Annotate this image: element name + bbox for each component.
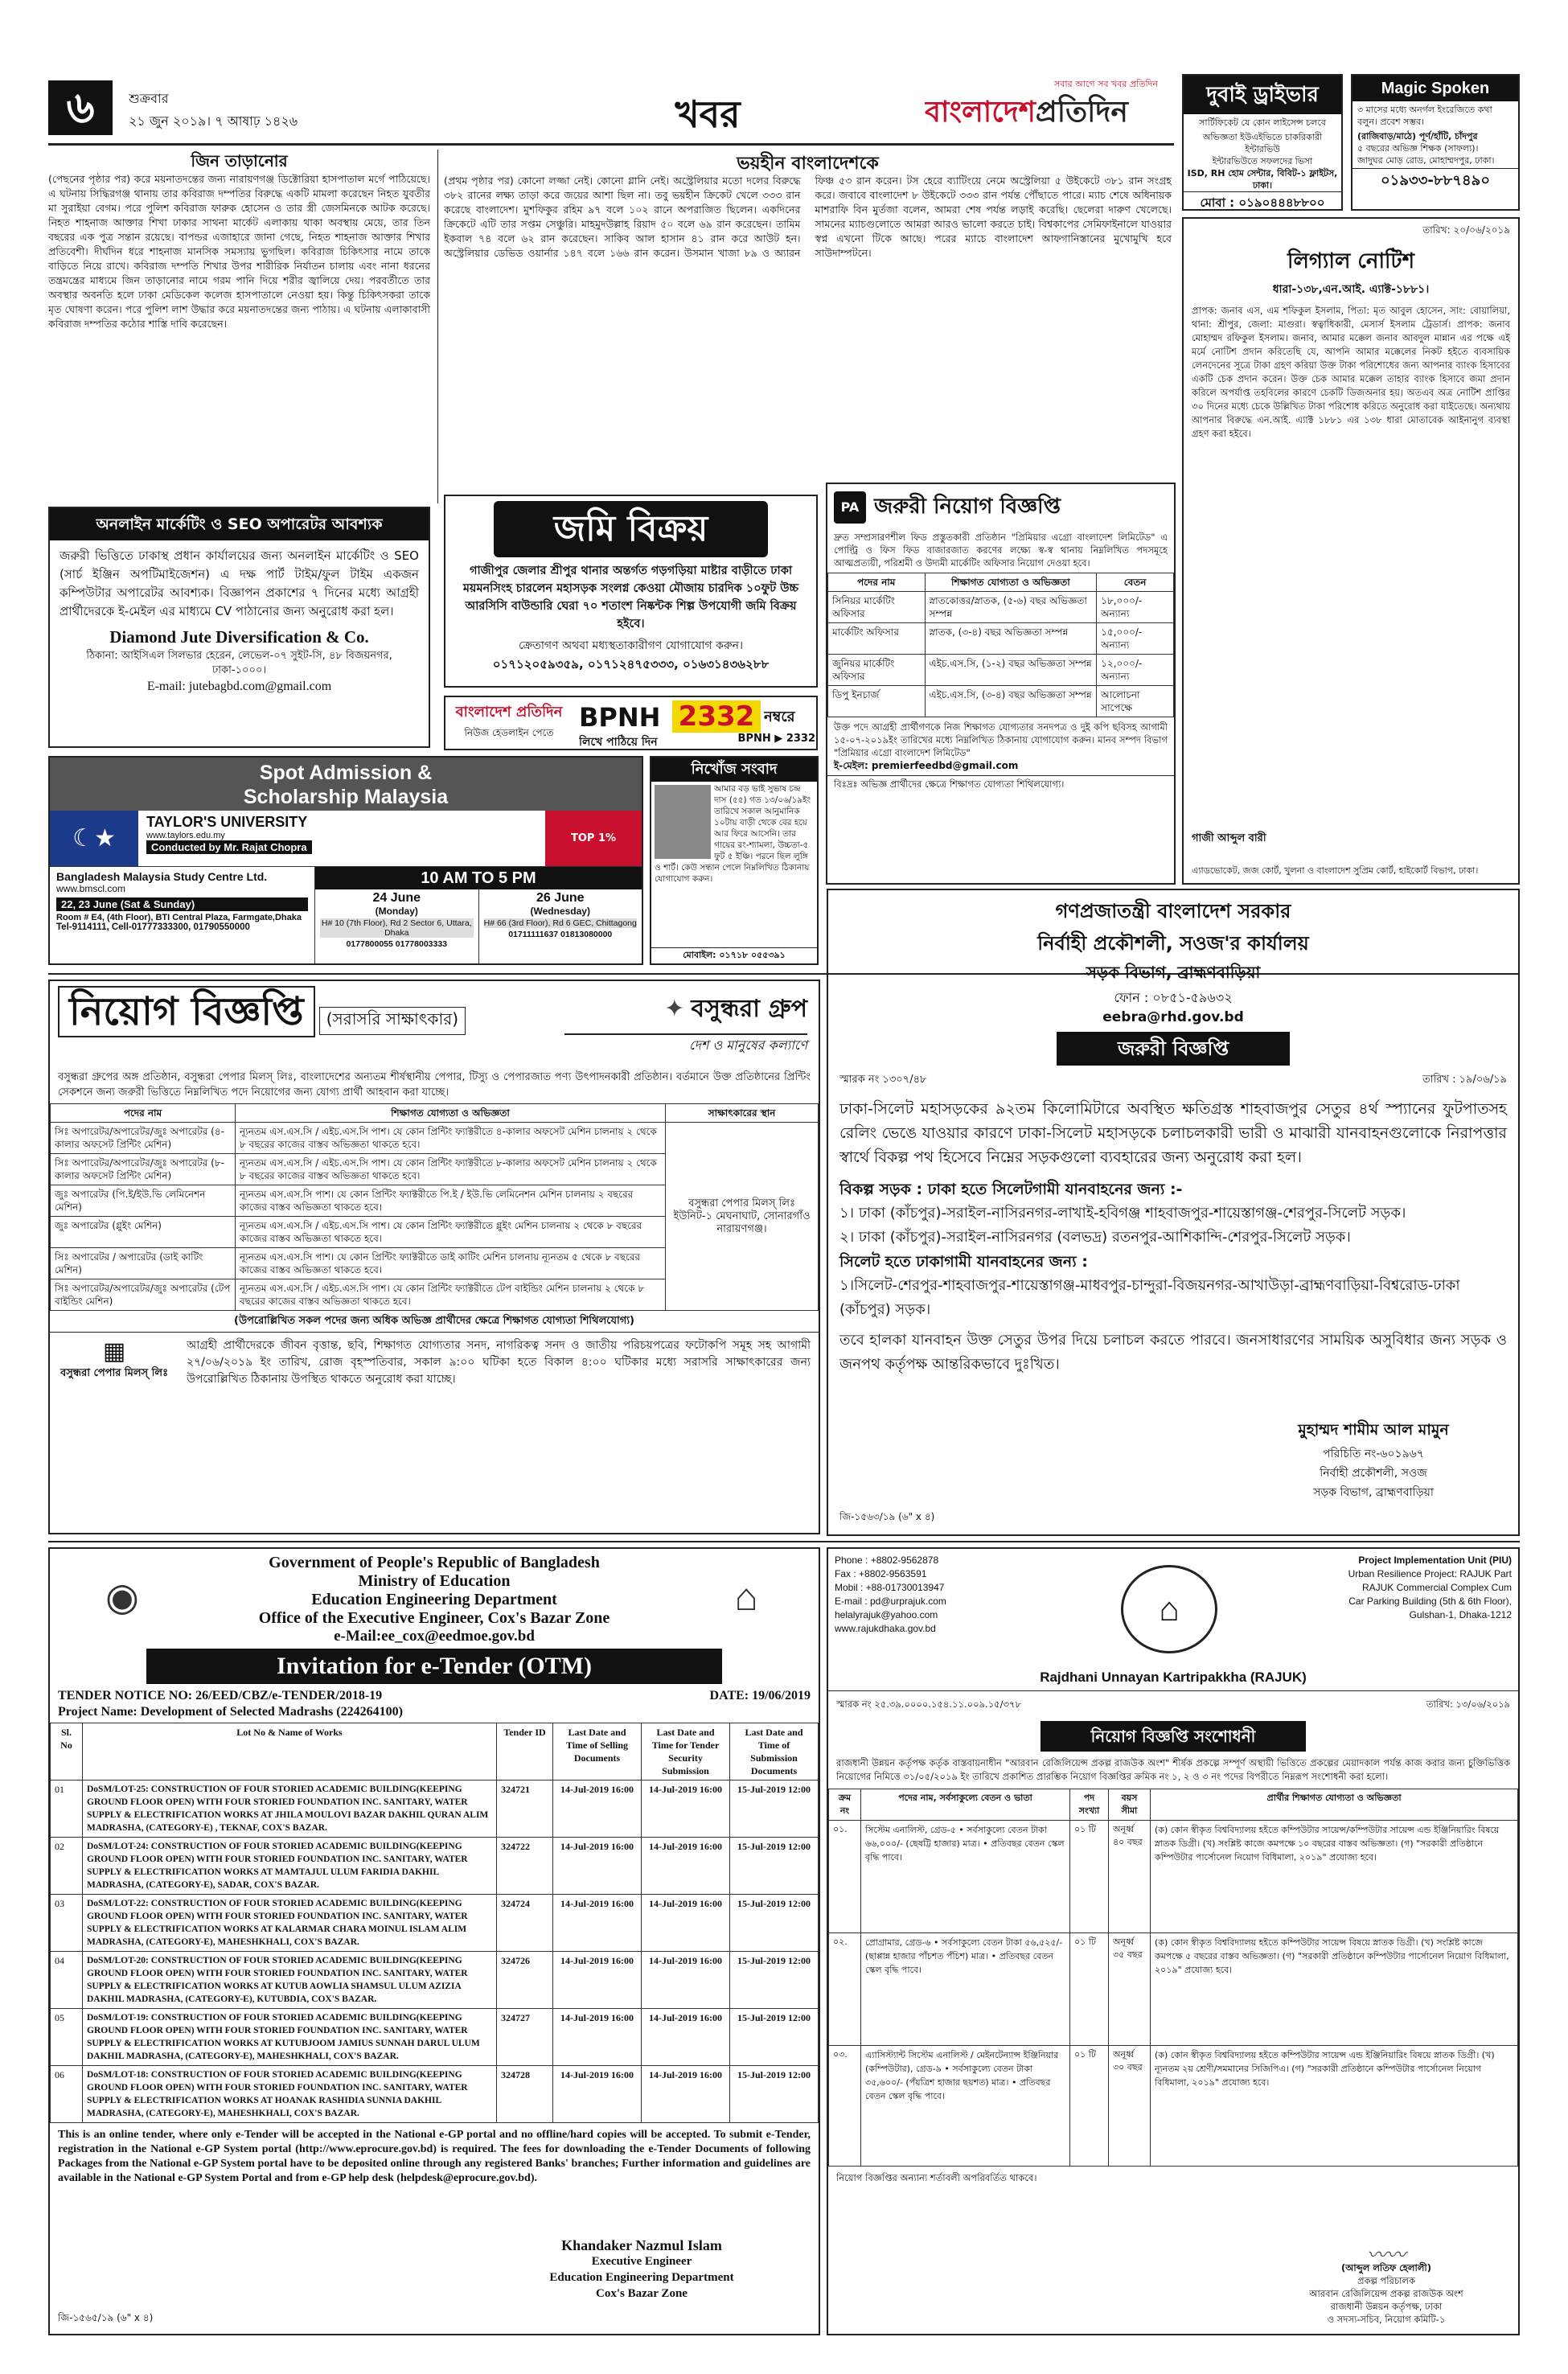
urgent-col-qual: শিক্ষাগত যোগ্যতা ও অভিজ্ঞতা [925,573,1097,592]
legal-body: প্রাপক: জনাব এস, এম শফিকুল ইসলাম, পিতা: মৃত আবুল হোসেন, সাং: বোয়ালিয়া, থানা: শ্রীপুর, জেলা: মাগুরা। স্বত্বাধিকারী, মেসার্স ইসলাম ট্রেডার্স। প্রাপক: জনাব মোহাম্মদ রফিকুল ইসলাম। জনাব, আমার মক্কেল জনাব আবদুল মান্নান এর পক্ষে এই মর্মে নোটিশ প্রদান করিতেছি যে, আপনি আমার মক্কেলের নিকট হইতে ব্যবসায়িক লেনদেনের সূত্রে টাকা গ্রহণ করিয়া উক্ত টাকা পরিশোধের জন্য আপনার ব্যাংক হিসাবের একটি চেক প্রদান করেন। উক্ত চেক আমার মক্কেল তাহার ব্যাংক হিসাবে জমা প্রদান করিলে অপর্যাপ্ত তহবিলের কারণে চেকটি ডিজঅনার হয়। অতএব অত্র নোটিশ প্রাপ্তির ৩০ দিনের মধ্যে চেকে উল্লিখিত টাকা পরিশোধ করিতে অনুরোধ করা যাইতেছে। অন্যথায় আপনার বিরুদ্ধে এন.আই. এ্যাক্ট ১৮৮১ এর ১৩৮ ধারা মোতাবেক আইনানুগ ব্যবস্থা গ্রহণ করা হইবে। [1192,305,1510,439]
malaysia-addr3: H# 66 (3rd Floor), Rd 6 GEC, Chittagong [483,918,637,928]
seo-ad-body: জরুরী ভিত্তিতে ঢাকাস্থ প্রধান কার্যালয়ের জন্য অনলাইন মার্কেটিং ও SEO (সার্চ ইঞ্জিন অপটিমাইজেশন) এ দক্ষ পার্ট টাইম/ফুল টাইম একজন কম্পিউটার অপারেটর আবশ্যক। বিজ্ঞাপন প্রকাশের ৭ দিনের মধ্যে আগ্রহী প্রার্থীদেরকে ই-মেইল এর মাধ্যমে CV পাঠানোর জন্য অনুরোধ করা হল। [60,548,419,618]
rhd-title: জরুরী বিজ্ঞপ্তি [1057,1032,1290,1066]
rhd-signer-title: নির্বাহী প্রকৌশলী, সওজ [1320,1467,1427,1480]
table-row [51,1780,819,1838]
table-cell: ডিপু ইনচার্জ [828,686,926,717]
tender-date: DATE: 19/06/2019 [709,1689,811,1702]
table-cell: DoSM/LOT-20: CONSTRUCTION OF FOUR STORIED ACADEMIC BUILDING(KEEPING GROUND FLOOR OPEN) WITH FOUR STORIED FOUNDATION INC. SANITARY, WATER SUPPLY & ELECTRIFICATION WORKS AT KUTUB AOWLIA SHAMSUL ULUM AZIZIA DAKHIL MADRASHA, (CATEGORY-E), KUTUBDIA, COX'S BAZAR. [83,1952,497,2009]
table-cell: DoSM/LOT-24: CONSTRUCTION OF FOUR STORIED ACADEMIC BUILDING(KEEPING GROUND FLOOR OPEN) WITH FOUR STORIED FOUNDATION INC. SANITARY, WATER SUPPLY & ELECTRIFICATION WORKS AT MAMTAJUL ULUM FARIDIA DAKHIL MADRASHA, (CATEGORY-E), SADAR, COX'S BAZAR. [83,1838,497,1895]
table-cell: অনূর্ধ্ব ৪০ বছর [1109,1821,1151,1933]
malaysia-tel[interactable]: Tel-9114111, Cell-01777333300, 01790550000 [56,922,250,932]
dubai-driver-ad [1182,74,1343,211]
rajuk-signer-title: প্রকল্প পরিচালক [1357,2275,1416,2286]
magic-ad-phone: ০১৯৩৩-৮৮৭৪৯০ [1353,168,1518,194]
seo-ad-title: অনলাইন মার্কেটিং ও SEO অপারেটর আবশ্যক [50,508,429,540]
urgent-job-intro: দ্রুত সম্প্রসারণশীল ফিড প্রস্তুতকারী প্রতিষ্ঠান "প্রিমিয়ার এগ্রো বাংলাদেশ লিমিটেড" এ পোল্ট্রি ও ফিস ফিড বাজারজাত করণের লক্ষ্যে স্ব-স্ব থানায় নিম্নলিখিত পদসমূহে আত্মপ্রত্যয়ী, পরিশ্রমী ও উদ্যমী মার্কেটিং অফিসার নিয়োগ দেওয়া হবে। [834,532,1168,569]
table-cell: ০৩. [829,2046,861,2167]
bashundhara-brand-text: বসুন্ধরা গ্রুপ [691,995,807,1023]
table-row [828,592,1174,623]
dubai-ad-title: দুবাই ড্রাইভার [1184,76,1341,114]
header-day: শুক্রবার [129,91,169,106]
story-jin-title: জিন তাড়ানোর [191,151,288,170]
dubai-ad-line-0: সার্টিফিকেট যে কোন লাইসেন্স চলবে [1199,117,1326,128]
table-cell: ১৫,০০০/- অন্যান্য [1097,623,1174,655]
malaysia-title-1: Spot Admission & [259,762,433,784]
table-cell: 324726 [497,1952,553,2009]
malaysia-uni-site[interactable]: www.taylors.edu.my [146,831,225,840]
table-cell: সিস্টেম এনালিস্ট, গ্রেড-৫ • সর্বসাকুল্যে বেতন টাকা ৬৬,০০০/- (ছেষট্টি হাজার) মাত্র। • প্রতিবছর বেতন স্কেল বৃদ্ধি পাবে। [861,1821,1070,1933]
rhd-alt1: ১। ঢাকা (কাঁচপুর)-সরাইল-নাসিরনগর-লাখাই-হবিগঞ্জ শাহবাজপুর-শায়েস্তাগঞ্জ-শেরপুর-সিলেট সড়ক। [839,1205,1406,1222]
rhd-phone: ফোন : ০৮৫১-৫৯৬৩২ [1114,990,1233,1005]
malaysia-day2: 24 June [372,891,421,905]
tender-gd: জি-১৫৬৫/১৯ (৬" x ৪) [58,2312,154,2323]
rajuk-title: নিয়োগ বিজ্ঞপ্তি সংশোধনী [1041,1721,1306,1752]
table-cell: ন্যূনতম এস.এস.সি / এইচ.এস.সি পাশ। যে কোন প্রিন্টিং ফ্যাক্টরীতে টেপ বাইন্ডিং মেশিন চালনায় ২ থেকে ৮ বছরের কাজের বাস্তব অভিজ্ঞতা থাকতে হবে। [236,1279,666,1311]
table-cell: 15-Jul-2019 12:00 [730,1895,819,1952]
rajuk-piu1: Project Implementation Unit (PIU) [1358,1555,1512,1566]
rhd-div: সড়ক বিভাগ, ব্রাহ্মণবাড়িয়া [1086,963,1261,982]
bashundhara-paper-icon: ▦ [102,1337,126,1366]
dubai-ad-mobile: মোবা : ০১৯০৪৪৪৮৮০০ [1184,191,1341,211]
missing-body: আমার বড় ভাই সুভাষ চন্দ্র দাস (৫৫) গত ১৩/০৬/১৯ইং তারিখে সকাল আনুমানিক ১০টায় বাড়ী থেকে বের হয়ে আর ফিরে আসেনি। তার গায়ের রং-শ্যামলা, উচ্চতা-৫ ফুট ৫ ইঞ্চি। পরনে ছিল লুঙ্গি ও শার্ট। কেউ সন্ধান পেলে নিম্নলিখিত ঠিকানায় যোগাযোগ করুন। [655,784,811,884]
table-cell: 324728 [497,2066,553,2123]
rhd-date: তারিখ : ১৯/০৬/১৯ [1422,1074,1507,1086]
malaysia-top-badge-icon: TOP 1% [545,811,642,866]
seo-ad-email[interactable]: E-mail: jutebagbd.com@gmail.com [146,680,332,693]
table-cell: 06 [51,2066,83,2123]
missing-person-ad [650,756,819,965]
table-cell: আলোচনা সাপেক্ষে [1097,686,1174,717]
tender-title: Invitation for e-Tender (OTM) [146,1649,722,1684]
malaysia-admission-ad [48,756,643,965]
missing-phone[interactable]: মোবাইল: ০১৭১৮ ০৫৫৩৯১ [651,947,817,963]
rajuk-col-sl: ক্রম নং [829,1789,861,1821]
tender-signer-zone: Cox's Bazar Zone [596,2287,688,2300]
seo-ad-address: ঠিকানা: আইসিএল সিলভার হেরেন, লেভেল-০৭ সুইট-সি, ৪৮ বিজয়নগর, ঢাকা-১০০০। [86,650,392,676]
table-row [51,1838,819,1895]
table-cell: 14-Jul-2019 16:00 [642,1838,730,1895]
table-row [51,2009,819,2066]
bpnh-suffix: নম্বরে [764,709,795,725]
table-cell: 324727 [497,2009,553,2066]
table-cell: জুঃ অপারেটর (পি.ই/ইউ.ভি লেমিনেশন মেশিন) [51,1185,236,1217]
urgent-job-table [827,573,1174,717]
table-cell: এ্যাসিস্ট্যান্ট সিস্টেম এনালিস্ট / মেইনটেন্যান্স ইঞ্জিনিয়ার (কম্পিউটার), গ্রেড-৯ • সর্বসাকুল্যে বেতন টাকা ৩৫,৬০০/- (পঁয়ত্রিশ হাজার ছয়শত) মাত্র। • প্রতিবছর বেতন স্কেল বৃদ্ধি পাবে। [861,2046,1070,2167]
malaysia-addr2: H# 10 (7th Floor), Rd 2 Sector 6, Uttara, Dhaka [321,918,472,938]
malaysia-title-2: Scholarship Malaysia [243,786,449,808]
bashundhara-col-post: পদের নাম [51,1104,236,1123]
bashundhara-footer: আগ্রহী প্রার্থীদেরকে জীবন বৃত্তান্ত, ছবি, শিক্ষাগত যোগ্যতার সনদ, নাগরিকত্ব সনদ ও জাতীয় পরিচয়পত্রের ফটোকপি সমূহ সহ আগামী ২৭/০৬/২০১৯ ইং তারিখ, রোজ বৃহস্পতিবার, সকাল ৯:০০ ঘটিকা হতে বিকাল ৪:০০ ঘটিকার মধ্যে সরাসরি সাক্ষাৎকারের জন্য উপরোল্লিখিত ঠিকানায় উপস্থিত থাকতে অনুরোধ করা যাচ্ছে। [187,1339,811,1386]
table-cell: 15-Jul-2019 12:00 [730,1952,819,2009]
table-cell: সিঃ অপারেটর/অপারেটর/জুঃ অপারেটর (টেপ বাইন্ডিং মেশিন) [51,1279,236,1311]
section-title: খবর [675,92,741,136]
table-row [829,2046,1518,2167]
table-row [828,623,1174,655]
bashundhara-tagline: দেশ ও মানুষের কল্যাণে [564,1033,807,1057]
rajuk-signature-icon: 〰〰 [1367,2244,1406,2266]
malaysia-phone3[interactable]: 01711111637 01813080000 [508,930,613,939]
magic-ad-title: Magic Spoken [1353,76,1518,101]
table-cell: প্রোগ্রামার, গ্রেড-৬ • সর্বসাকুল্যে বেতন টাকা ৫৬,৫২৫/- (ছাপ্পান্ন হাজার পাঁচশত পঁচিশ) মাত্র। • প্রতিবছর বেতন স্কেল বৃদ্ধি পাবে। [861,1933,1070,2046]
malaysia-conducted: Conducted by Mr. Rajat Chopra [146,840,312,854]
rajuk-name: Rajdhani Unnayan Kartripakkha (RAJUK) [1040,1670,1307,1685]
table-cell: 14-Jul-2019 16:00 [553,1838,642,1895]
page-number: ৬ [48,80,113,135]
table-cell: DoSM/LOT-22: CONSTRUCTION OF FOUR STORIED ACADEMIC BUILDING(KEEPING GROUND FLOOR OPEN) WITH FOUR STORIED FOUNDATION INC. SANITARY, WATER SUPPLY & ELECTRIFICATION WORKS AT KALARMAR CHARA MOINUL ISLAM ALIM MADRASHA, (CATEGORY-E), MAHESHKHALI, COX'S BAZAR. [83,1895,497,1952]
table-row [828,686,1174,717]
bpnh-small-code: BPNH [737,733,771,745]
magic-ad-line-0: ৩ মাসের মধ্যে অনর্গল ইংরেজিতে কথা বলুন। প্রবেশ সম্ভব। [1357,105,1492,127]
table-cell: সিঃ অপারেটর/অপারেটর/জুঃ অপারেটর (৮-কালার অফসেট প্রিন্টিং মেশিন) [51,1154,236,1185]
seo-job-ad [48,507,430,748]
malaysia-day3b: (Wednesday) [530,906,590,917]
bpnh-brand: বাংলাদেশ প্রতিদিন [455,704,563,721]
land-ad-title: জমি বিক্রয় [494,501,768,557]
tender-signer-dept: Education Engineering Department [549,2271,734,2284]
table-cell: ন্যূনতম এস.এস.সি / এইচ.এস.সি পাশ। যে কোন প্রিন্টিং ফ্যাক্টরীতে গ্লুইং মেশিন চালনায় ২ থেকে ৮ বছরের কাজের বাস্তব অভিজ্ঞতা থাকতে হবে। [236,1217,666,1248]
urgent-job-note: বিঃদ্রঃ অভিজ্ঞ প্রার্থীদের ক্ষেত্রে শিক্ষাগত যোগ্যতা শিথিলযোগ্য। [827,775,1174,795]
tender-col-sell: Last Date and Time of Selling Documents [553,1723,642,1780]
table-cell: 15-Jul-2019 12:00 [730,2066,819,2123]
malaysia-centre: Bangladesh Malaysia Study Centre Ltd. [56,870,268,883]
legal-signer-title: এ্যাডভোকেট, জজ কোর্ট, খুলনা ও বাংলাদেশ সুপ্রিম কোর্ট, হাইকোর্ট বিভাগ, ঢাকা। [1192,865,1479,876]
brand-part1: বাংলাদেশ [925,96,1036,129]
bashundhara-col-qual: শিক্ষাগত যোগ্যতা ও অভিজ্ঞতা [236,1104,666,1123]
rajuk-signer-org: রাজধানী উন্নয়ন কর্তৃপক্ষ, ঢাকা [1330,2301,1443,2312]
rajuk-col-qual: প্রার্থীর শিক্ষাগত যোগ্যতা ও অভিজ্ঞতা [1151,1789,1518,1821]
table-cell: 14-Jul-2019 16:00 [553,1952,642,2009]
rajuk-col-count: পদ সংখ্যা [1070,1789,1109,1821]
table-cell: 14-Jul-2019 16:00 [553,1780,642,1838]
rhd-memo: স্মারক নং ১৩০৭/৪৮ [839,1074,927,1086]
story-jin [48,150,430,503]
rhd-signer-div: সড়ক বিভাগ, ব্রাহ্মণবাড়িয়া [1313,1486,1434,1499]
table-row [828,655,1174,686]
tender-col-submit: Last Date and Time of Submission Documents [730,1723,819,1780]
table-cell: 14-Jul-2019 16:00 [553,2009,642,2066]
table-cell: সিঃ অপারেটর / অপারেটর (ডাই কাটিং মেশিন) [51,1248,236,1279]
rhd-signer: মুহাম্মদ শামীম আল মামুন [1298,1421,1449,1439]
rajuk-mobile: Mobil : +88-01730013947 [835,1582,945,1593]
table-cell: 324721 [497,1780,553,1838]
table-cell: ০২. [829,1933,861,2046]
rajuk-email1[interactable]: E-mail : pd@urprajuk.com [835,1596,946,1607]
tender-dept: Education Engineering Department [311,1591,557,1608]
table-cell: 15-Jul-2019 12:00 [730,1780,819,1838]
brand-part2: প্রতিদিন [1035,96,1128,129]
malaysia-uni: TAYLOR'S UNIVERSITY [146,814,308,830]
table-cell: 14-Jul-2019 16:00 [642,2066,730,2123]
land-ad-phones[interactable]: ০১৭১২০৫৯৩৫৯, ০১৭১২৪৭৫৩৩৩, ০১৬৩১৪৩৬২৮৮ [492,657,770,672]
malaysia-day3: 26 June [536,891,585,905]
tender-project: Project Name: Development of Selected Madrashs (224264100) [58,1705,403,1719]
table-row [829,1821,1518,1933]
table-cell: ন্যূনতম এস.এস.সি পাশ। যে কোন প্রিন্টিং ফ্যাক্টরীতে পি.ই / ইউ.ভি লেমিনেশন মেশিন চালনায় ২ বছরের কাজের বাস্তব অভিজ্ঞতা থাকতে হবে। [236,1185,666,1217]
bashundhara-col-venue: সাক্ষাৎকারের স্থান [666,1104,819,1123]
legal-notice [1182,217,1520,885]
missing-title: নিখোঁজ সংবাদ [651,758,817,782]
bashundhara-table [50,1103,819,1311]
bashundhara-brand [564,989,807,1030]
tender-notice-no: TENDER NOTICE NO: 26/EED/CBZ/e-TENDER/2018-19 [58,1689,383,1702]
story-cricket [444,150,1172,495]
table-cell: ন্যূনতম এস.এস.সি / এইচ.এস.সি পাশ। যে কোন প্রিন্টিং ফ্যাক্টরীতে ৪-কালার অফসেট মেশিন চালনায় ২ থেকে ৮ বছরের কাজের বাস্তব অভিজ্ঞতা থাকতে হবে। [236,1123,666,1154]
rajuk-piu4: Car Parking Building (5th & 6th Floor), [1348,1596,1512,1607]
rhd-signer-id: পরিচিতি নং-৬০১৯৬৭ [1323,1448,1424,1460]
table-cell: 15-Jul-2019 12:00 [730,2009,819,2066]
brand-logo[interactable] [925,90,1174,138]
table-row [829,1933,1518,2046]
land-sale-ad [444,495,818,688]
urgent-job-footer: উক্ত পদে আগ্রহী প্রার্থীগণকে নিজ শিক্ষাগত যোগ্যতার সনদপত্র ও দুই কপি ছবিসহ আগামী ১৫-০৭-২০১৯ইং তারিখের মধ্যে নিম্নলিখিত ঠিকানায় যোগাযোগ করুন। মানব সম্পদ বিভাগ "প্রিমিয়ার এগ্রো বাংলাদেশ লিমিটেড" [834,721,1168,758]
table-cell: ১২,০০০/- অন্যান্য [1097,655,1174,686]
tender-col-sl: Sl. No [51,1723,83,1780]
bpnh-code: BPNH [579,702,661,733]
eed-logo-icon: ⌂ [734,1575,758,1619]
magic-spoken-ad [1351,74,1520,211]
rhd-intro: ঢাকা-সিলেট মহাসড়কের ৯২তম কিলোমিটারে অবস্থিত ক্ষতিগ্রস্ত শাহবাজপুর সেতুর ৪র্থ স্প্যানের ফুটপাতসহ রেলিং ভেঙে যাওয়ার কারণে ঢাকা-সিলেট মহাসড়কে চলাচলকারী ভারী ও মাঝারী যানবাহনগুলোকে নিরাপত্তার স্বার্থে বিকল্প পথ হিসেবে নিম্নের সড়কগুলো ব্যবহারের জন্য অনুরোধ করা হল। [839,1100,1507,1166]
malaysia-day2b: (Monday) [375,906,418,917]
rajuk-logo-icon: ⌂ [1121,1565,1217,1653]
table-cell: ১৮,০০০/- অন্যান্য [1097,592,1174,623]
table-cell: (ক) কোন স্বীকৃত বিশ্ববিদ্যালয় হইতে কম্পিউটার সায়েন্স/কম্পিউটার সায়েন্স এন্ড ইঞ্জিনিয়ারিং বিষয়ে স্নাতক ডিগ্রী। (খ) সংশ্লিষ্ট কাজে কমপক্ষে ১০ বছরের বাস্তব অভিজ্ঞতা। (গ) "সরকারী প্রতিষ্ঠানে কম্পিউটার পার্সোনেল নিয়োগ বিধিমালা, ২০১৯" প্রযোজ্য হবে। [1151,1821,1518,1933]
rajuk-signer-sub: আরবান রেজিলিয়েন্স প্রকল্প রাজউক অংশ [1309,2288,1463,2299]
table-cell: অনূর্ধ্ব ৩৫ বছর [1109,1933,1151,2046]
table-cell: এইচ.এস.সি, (১-২) বছর অভিজ্ঞতা সম্পন্ন [925,655,1097,686]
rajuk-memo: স্মারক নং ২৫.৩৯.০০০০.১৫৪.১১.০০৯.১৫/৩৭৮ [836,1698,1021,1710]
bashundhara-job-ad [48,980,820,1534]
urgent-job-ad [826,483,1176,885]
table-cell: (ক) কোন স্বীকৃত বিশ্ববিদ্যালয় হইতে কম্পিউটার সায়েন্স বিষয়ে স্নাতক ডিগ্রী। (খ) সংশ্লিষ্ট কাজে কমপক্ষে ৫ বছরের বাস্তব অভিজ্ঞতা। (গ) "সরকারী প্রতিষ্ঠানে কম্পিউটার পার্সোনেল নিয়োগ বিধিমালা, ২০১৯" প্রযোজ্য হবে। [1151,1933,1518,2046]
premier-logo-icon: PA [834,491,866,524]
table-cell: স্নাতকোত্তর/স্নাতক, (৫-৬) বছর অভিজ্ঞতা সম্পন্ন [925,592,1097,623]
table-cell: ০১ টি [1070,1821,1109,1933]
table-cell: DoSM/LOT-19: CONSTRUCTION OF FOUR STORIED ACADEMIC BUILDING(KEEPING GROUND FLOOR OPEN) WITH FOUR STORIED FOUNDATION INC. SANITARY, WATER SUPPLY & ELECTRIFICATION WORKS AT KUTUBJOOM JAMIUS SUNNAH DARUL ULUM DAKHIL MADRASHA, (CATEGORY-E), MAHESHKHALI, COX'S BAZAR. [83,2009,497,2066]
table-cell: ন্যূনতম এস.এস.সি / এইচ.এস.সি পাশ। যে কোন প্রিন্টিং ফ্যাক্টরীতে ৮-কালার অফসেট মেশিন চালনায় ২ থেকে ৮ বছরের কাজের বাস্তব অভিজ্ঞতা থাকতে হবে। [236,1154,666,1185]
table-cell: ন্যূনতম এস.এস.সি পাশ। যে কোন প্রিন্টিং ফ্যাক্টরীতে ডাই কাটিং মেশিন চালনায় ন্যূনতম ৫ থেকে ৮ বছরের কাজের বাস্তব অভিজ্ঞতা থাকতে হবে। [236,1248,666,1279]
malaysia-phone2[interactable]: 0177800055 01778003333 [346,939,448,949]
tender-col-id: Tender ID [497,1723,553,1780]
brand-tagline: সবার আগে সব খবর প্রতিদিন [1054,79,1158,89]
legal-title: লিগ্যাল নোটিশ [1287,249,1414,273]
dubai-ad-line-1: অভিজ্ঞতা ইউএইভিতে চাকরিকারী ইন্টারভিউ [1202,132,1323,154]
rajuk-date: তারিখ: ১৩/০৬/২০১৯ [1426,1698,1510,1710]
table-cell: DoSM/LOT-25: CONSTRUCTION OF FOUR STORIED ACADEMIC BUILDING(KEEPING GROUND FLOOR OPEN) WITH FOUR STORIED FOUNDATION INC. SANITARY, WATER SUPPLY & ELECTRIFICATION WORKS AT JHILA MOULOVI BAZAR DAKHIL QURAN ALIM MADRASHA, (CATEGORY-E) , TEKNAF, COX'S BAZAR. [83,1780,497,1838]
tender-table [50,1723,819,2123]
govt-emblem-icon: ◉ [105,1576,139,1619]
table-cell: 02 [51,1838,83,1895]
rajuk-signer: (আব্দুল লতিফ হেলালী) [1341,2262,1431,2273]
table-cell: 324722 [497,1838,553,1895]
seo-ad-company: Diamond Jute Diversification & Co. [109,627,369,647]
bpnh-number: 2332 [672,700,761,733]
rhd-email[interactable]: eebra@rhd.gov.bd [1102,1009,1244,1025]
tender-ministry: Ministry of Education [358,1572,511,1590]
bashundhara-intro: বসুন্ধরা গ্রুপের অঙ্গ প্রতিষ্ঠান, বসুন্ধরা পেপার মিলস্ লিঃ, বাংলাদেশের অন্যতম শীর্ষস্থানীয় পেপার, টিস্যু ও পেপারজাত পণ্য উৎপাদনকারী প্রতিষ্ঠান। বর্তমানে উক্ত প্রতিষ্ঠানের প্রিন্টিং সেকশনে জন্য জরুরী ভিত্তিতে নিম্নলিখিত পদে নিয়োগের জন্য যোগ্য প্রার্থী আহবান করা যাচ্ছে। [58,1071,811,1099]
table-cell: মার্কেটিং অফিসার [828,623,926,655]
rhd-alt-title: বিকল্প সড়ক : ঢাকা হতে সিলেটগামী যানবাহনের জন্য :- [839,1181,1183,1198]
land-ad-body: গাজীপুর জেলার শ্রীপুর থানার অন্তর্গত গড়গড়িয়া মাষ্টার বাড়ীতে ঢাকা ময়মনসিংহ চারলেন মহাসড়ক সংলগ্ন কেওয়া মৌজায় চারদিক ১০ফুট উচ্চ আরসিসি বাউন্ডারি ঘেরা ৭০ শতাংশ নিষ্কন্টক শিল্প উপযোগী জমি বিক্রয় হইবে। [462,565,799,630]
rajuk-intro: রাজধানী উন্নয়ন কর্তৃপক্ষ কর্তৃক বাস্তবায়নাধীন "আরবান রেজিলিয়েন্স প্রকল্প রাজউক অংশ" শীর্ষক প্রকল্পে সম্পূর্ণ অস্থায়ী ভিত্তিতে প্রকল্পের মেয়াদকাল পর্যন্ত কাজ করার জন্য চুক্তিভিত্তিক নিয়োগের নিমিত্তে ৩১/০৫/২০১৯ ইং তারিখে প্রকাশিত প্রারম্ভিক নিয়োগ বিজ্ঞপ্তির ক্রমিক নং ১, ২ ও ৩ নং পদের বিপরীতে নিম্নরূপ সংশোধনী করা হলো। [836,1757,1510,1782]
table-cell: (ক) কোন স্বীকৃত বিশ্ববিদ্যালয় হইতে কম্পিউটার সায়েন্স এন্ড ইঞ্জিনিয়ারিং বিষয়ে স্নাতক ডিগ্রী। (খ) ন্যূনতম ২য় শ্রেণী/সমমানের সিজিপিএ। (গ) "সরকারী প্রতিষ্ঠানে কম্পিউটার পার্সোনেল নিয়োগ বিধিমালা, ২০১৯" প্রযোজ্য হবে। [1151,2046,1518,2167]
table-cell: 14-Jul-2019 16:00 [642,1895,730,1952]
malaysia-date1: 22, 23 June (Sat & Sunday) [56,897,308,911]
table-cell: 03 [51,1895,83,1952]
dubai-ad-contact: ISD, RH হোম সেন্টার, বিবিট-১ ফ্লাইটস, ঢাকা। [1187,168,1338,191]
legal-subtitle: ধারা-১৩৮,এন.আই. এ্যাক্ট-১৮৮১। [1272,283,1430,296]
rhd-office: নির্বাহী প্রকৌশলী, সওজ'র কার্যালয় [1037,932,1309,955]
tender-signer-title: Executive Engineer [591,2255,692,2268]
urgent-col-salary: বেতন [1097,573,1174,592]
table-row [51,1123,819,1154]
rajuk-signer-extra: ও সদস্য-সচিব, নিয়োগ কমিটি-১ [1327,2314,1446,2325]
bpnh-small: BPNH ▶ 2332 [737,733,815,745]
rajuk-web[interactable]: www.rajukdhaka.gov.bd [835,1623,936,1634]
bashundhara-subtitle: (সরাসরি সাক্ষাৎকার) [319,1007,466,1035]
story-cricket-title: ভয়হীন বাংলাদেশকে [737,154,879,174]
rajuk-phone: Phone : +8802-9562878 [835,1555,939,1566]
story-cricket-body: (প্রথম পৃষ্ঠার পর) কোনো লজ্জা নেই। কোনো গ্লানি নেই। অস্ট্রেলিয়ার মতো দলের বিরুদ্ধে ৩৮২ রানের লক্ষ্য তাড়া করে জয়ের আশা ছিল না। তবু ভয়হীন ক্রিকেট খেলে ৩৩৩ রান করেছে বাংলাদেশ। মুশফিকুর রহিম ৯৭ বলে ১০২ রানে অপরাজিত ছিলেন। একদিনের ক্রিকেটে এটি তার সপ্তম সেঞ্চুরি। মাহমুদউল্লাহ রিয়াদ ৫০ বলে ৬৯ রান করেছেন। তামিম ইকবাল ৭৪ বলে ৬২ রান করেছেন। সাকিব আল হাসান ৪১ রান করে আউট হন। অস্ট্রেলিয়ার ডেভিড ওয়ার্নার ১৪৭ বলে ১৬৬ রান করেন। উসমান খাজা ৮৯ ও অ্যারন ফিঞ্চ ৫৩ রান করেন। টস হেরে ব্যাটিংয়ে নেমে অস্ট্রেলিয়া ৫ উইকেটে ৩৮১ রান সংগ্রহ করে। জবাবে বাংলাদেশ ৮ উইকেটে ৩৩৩ রান পর্যন্ত পৌঁছাতে পারে। ম্যাচ শেষে অধিনায়ক মাশরাফি বিন মুর্তজা বলেন, আমরা শেষ পর্যন্ত লড়াই করেছি। ছেলেরা দারুণ খেলেছে। সামনের ম্যাচগুলোতে আমরা আরও ভালো করতে চাই। বিশ্বকাপের সেমিফাইনালে যাওয়ার স্বপ্ন এখনো টিকে আছে। পরের ম্যাচে বাংলাদেশ আফগানিস্তানের মুখোমুখি হবে সাউদাম্পটনে। [444,175,1172,259]
tender-notice [48,1547,820,2335]
table-cell: 04 [51,1952,83,2009]
rhd-outro: তবে হালকা যানবাহন উক্ত সেতুর উপর দিয়ে চলাচল করতে পারবে। জনসাধারণের সাময়িক অসুবিধার জন্য সড়ক ও জনপথ কর্তৃপক্ষ আন্তরিকভাবে দুঃখিত। [839,1332,1507,1373]
bpnh-sms-ad [444,696,818,750]
rajuk-col-age: বয়স সীমা [1109,1789,1151,1821]
table-row [51,2066,819,2123]
rhd-alt2: ২। ঢাকা (কাঁচপুর)-সরাইল-নাসিরনগর (বলভদ্র) রতনপুর-আশিকান্দি-শেরপুর-সিলেট সড়ক। [839,1229,1351,1246]
rajuk-note: নিয়োগ বিজ্ঞপ্তির অন্যান্য শর্তাবলী অপরিবর্তিত থাকবে। [836,2172,1037,2183]
dubai-ad-line-2: ইন্টারভিউতে সফলদের ভিসা [1212,156,1313,166]
urgent-job-email[interactable]: ই-মেইল: premierfeedbd@gmail.com [834,760,1019,771]
bpnh-tag: নিউজ হেডলাইন পেতে [464,727,554,738]
bpnh-small-number: 2332 [786,733,815,745]
rajuk-piu3: RAJUK Commercial Complex Cum [1361,1582,1512,1593]
table-cell: 14-Jul-2019 16:00 [642,1952,730,2009]
tender-signer: Khandaker Nazmul Islam [561,2237,722,2253]
tender-col-lot: Lot No & Name of Works [83,1723,497,1780]
table-cell: 324724 [497,1895,553,1952]
magic-ad-line-2: ৫ বছরের অভিজ্ঞ শিক্ষক (সাফল্য)। [1357,143,1479,154]
bpnh-cta: লিখে পাঠিয়ে দিন [579,736,658,749]
legal-date: তারিখ: ২০/০৬/২০১৯ [1422,224,1510,236]
bashundhara-note: (উপরোল্লিখিত সকল পদের জন্য অধিক অভিজ্ঞ প্রার্থীদের ক্ষেত্রে শিক্ষাগত যোগ্যতা শিথিলযোগ্য) [234,1315,634,1327]
tender-email[interactable]: e-Mail:ee_cox@eedmoe.gov.bd [334,1628,535,1645]
tender-footer: This is an online tender, where only e-Tender will be accepted in the National e-GP portal and no offline/hard copies will be accepted. To submit e-Tender, registration in the National e-GP System portal (http://www.eprocure.gov.bd) is required. The fees for downloading the e-Tender Documents of following Packages from the National e-GP System portal have to be deposited online through any registered Banks' branches; Further information and guidelines are available in the National e-GP System Portal and from e-GP help desk (helpdesk@eprocure.gov.bd). [58,2129,811,2184]
table-cell: ০১ টি [1070,2046,1109,2167]
rajuk-piu5: Gulshan-1, Dhaka-1212 [1409,1609,1512,1620]
rajuk-email2[interactable]: helalyrajuk@yahoo.com [835,1609,938,1620]
rhd-gd: জি-১৫৬৩/১৯ (৬" x ৪) [839,1511,935,1522]
rajuk-notice [827,1547,1520,2335]
tender-col-security: Last Date and Time for Tender Security Submission [642,1723,730,1780]
header-date: ২১ জুন ২০১৯। ৭ আষাঢ় ১৪২৬ [129,113,298,129]
bashundhara-footer-brand: বসুন্ধরা পেপার মিলস্ লিঃ [60,1367,168,1379]
magic-ad-line-1: (রাজিবাড়/মাঠে) পূর্ণ/হাঁটি, চাঁদপুর [1357,131,1478,142]
table-cell: ০১ টি [1070,1933,1109,2046]
legal-signer: গাজী আব্দুল বারী [1192,832,1266,844]
table-cell: জুঃ অপারেটর (গ্লুইং মেশিন) [51,1217,236,1248]
table-cell: 14-Jul-2019 16:00 [553,2066,642,2123]
table-cell: 14-Jul-2019 16:00 [642,2009,730,2066]
table-cell: অনূর্ধ্ব ৩০ বছর [1109,2046,1151,2167]
malaysia-room: Room # E4, (4th Floor), BTI Central Plaza, Farmgate,Dhaka [56,913,302,922]
table-row [51,1895,819,1952]
malaysia-time: 10 AM TO 5 PM [315,867,642,889]
urgent-job-title: জরুরী নিয়োগ বিজ্ঞপ্তি [874,495,1061,519]
table-cell: 05 [51,2009,83,2066]
malaysia-centre-url[interactable]: www.bmscl.com [56,883,126,894]
table-row [51,1952,819,2009]
table-cell: 15-Jul-2019 12:00 [730,1838,819,1895]
rhd-gov: গণপ্রজাতন্ত্রী বাংলাদেশ সরকার [1055,900,1291,922]
rajuk-table [828,1789,1518,2167]
table-cell: জুনিয়র মার্কেটিং অফিসার [828,655,926,686]
bashundhara-title: নিয়োগ বিজ্ঞপ্তি [58,986,315,1037]
table-cell: 01 [51,1780,83,1838]
rajuk-col-post: পদের নাম, সর্বসাকুল্যে বেতন ও ভাতা [861,1789,1070,1821]
rhd-notice [827,889,1520,1536]
table-cell: DoSM/LOT-18: CONSTRUCTION OF FOUR STORIED ACADEMIC BUILDING(KEEPING GROUND FLOOR OPEN) WITH FOUR STORIED FOUNDATION INC. SANITARY, WATER SUPPLY & ELECTRIFICATION WORKS AT HOANAK RASHIDIA SUNNIA DAKHIL MADRASHA, (CATEGORY-E), MAHESHKHALI, COX'S BAZAR. [83,2066,497,2123]
table-cell: ০১. [829,1821,861,1933]
tender-gov: Government of People's Republic of Bangladesh [269,1554,600,1571]
table-cell: 14-Jul-2019 16:00 [642,1780,730,1838]
rajuk-piu2: Urban Resilience Project: RAJUK Part [1348,1568,1512,1579]
story-jin-body: (পেছনের পৃষ্ঠার পর) করে ময়নাতদন্তের জন্য নারায়ণগঞ্জ ডিক্টোরিয়া হাসপাতাল মর্গে পাঠিয়েছে। এ ঘটনায় সিদ্ধিরগঞ্জ থানায় তার কবিরাজ দম্পতির বিরুদ্ধে একটি মামলা করেছেন নিহত যুবতীর মা সুরাইয়া বেগম। পরে পুলিশ কবিরাজ ফারুক হোসেন ও তার স্ত্রী জেসমিনকে আটক করেছে। নিহত শাহনাজ আক্তার শিখা ঢাকার সাথনা মার্কেট এলাকায় থাকা অবস্থায় মেয়ে, তার তিন বছরের এক পুত্র সন্তান রয়েছে। বাপন্ডর এজাহারে জানা গেছে, নিহত শাহনাজ আক্তার শিখার প্রতিবেশী। দীর্ঘদিন ধরে শাহনাজ মানসিক সমস্যায় ভুগছিল। কবিরাজ চিকিৎসার নামে তাকে বাড়িতে নিয়ে রাখে। কবিরাজ দম্পতি শিখার উপর শারীরিক নির্যাতন চালায় এবং নানা ধরনের তন্ত্রমন্ত্রের মাধ্যমে জিন তাড়ানোর নামে গরম পানি দিয়ে শরীর জ্বালিয়ে দেয়। পরবর্তীতে তার অবস্থার অবনতি হলে ঢাকা মেডিকেল কলেজ হাসপাতালে নেওয়া হয়। কিন্তু চিকিৎসকরা তাকে মৃত ঘোষণা করেন। পরে পুলিশ লাশ উদ্ধার করে ময়নাতদন্তের জন্য পাঠায়। এ ঘটনায় এলাকাবাসী কবিরাজ দম্পতির কঠোর শাস্তি দাবি করেছেন। [48,173,430,330]
table-cell: সিনিয়র মার্কেটিং অফিসার [828,592,926,623]
bashundhara-venue: বসুন্ধরা পেপার মিলস্ লিঃ ইউনিট-১ মেঘনাঘাট, সোনারগাঁও নারায়ণগঞ্জ। [666,1123,819,1311]
table-cell: স্নাতক, (৩-৪) বছর অভিজ্ঞতা সম্পন্ন [925,623,1097,655]
malaysia-flag-icon: ☾★ [50,811,138,866]
table-cell: সিঃ অপারেটর/অপারেটর/জুঃ অপারেটর (৪-কালার অফসেট প্রিন্টিং মেশিন) [51,1123,236,1154]
land-ad-cta: ক্রেতাগণ অথবা মধ্যস্থতাকারীগণ যোগাযোগ করুন। [518,639,743,652]
rhd-alt3: ১।সিলেট-শেরপুর-শাহবাজপুর-শায়েস্তাগঞ্জ-মাধবপুর-চান্দুরা-বিজয়নগর-আখাউড়া-ব্রাহ্মণবাড়িয়া-বিশ্বরোড-ঢাকা (কাঁচপুর) সড়ক। [839,1277,1460,1318]
rhd-alt-title2: সিলেট হতে ঢাকাগামী যানবাহনের জন্য : [839,1253,1088,1271]
table-cell: এইচ.এস.সি, (৩-৪) বছর অভিজ্ঞতা সম্পন্ন [925,686,1097,717]
missing-person-photo [655,785,711,859]
table-cell: 14-Jul-2019 16:00 [553,1895,642,1952]
urgent-col-post: পদের নাম [828,573,926,592]
bashundhara-logo-icon: ✦ [664,995,685,1023]
tender-office: Office of the Executive Engineer, Cox's Bazar Zone [258,1609,610,1627]
rajuk-fax: Fax : +8802-9563591 [835,1568,927,1579]
magic-ad-line-3: জাদুঘর মোড় রোড, মোহাম্মদপুর, ঢাকা। [1357,155,1495,166]
